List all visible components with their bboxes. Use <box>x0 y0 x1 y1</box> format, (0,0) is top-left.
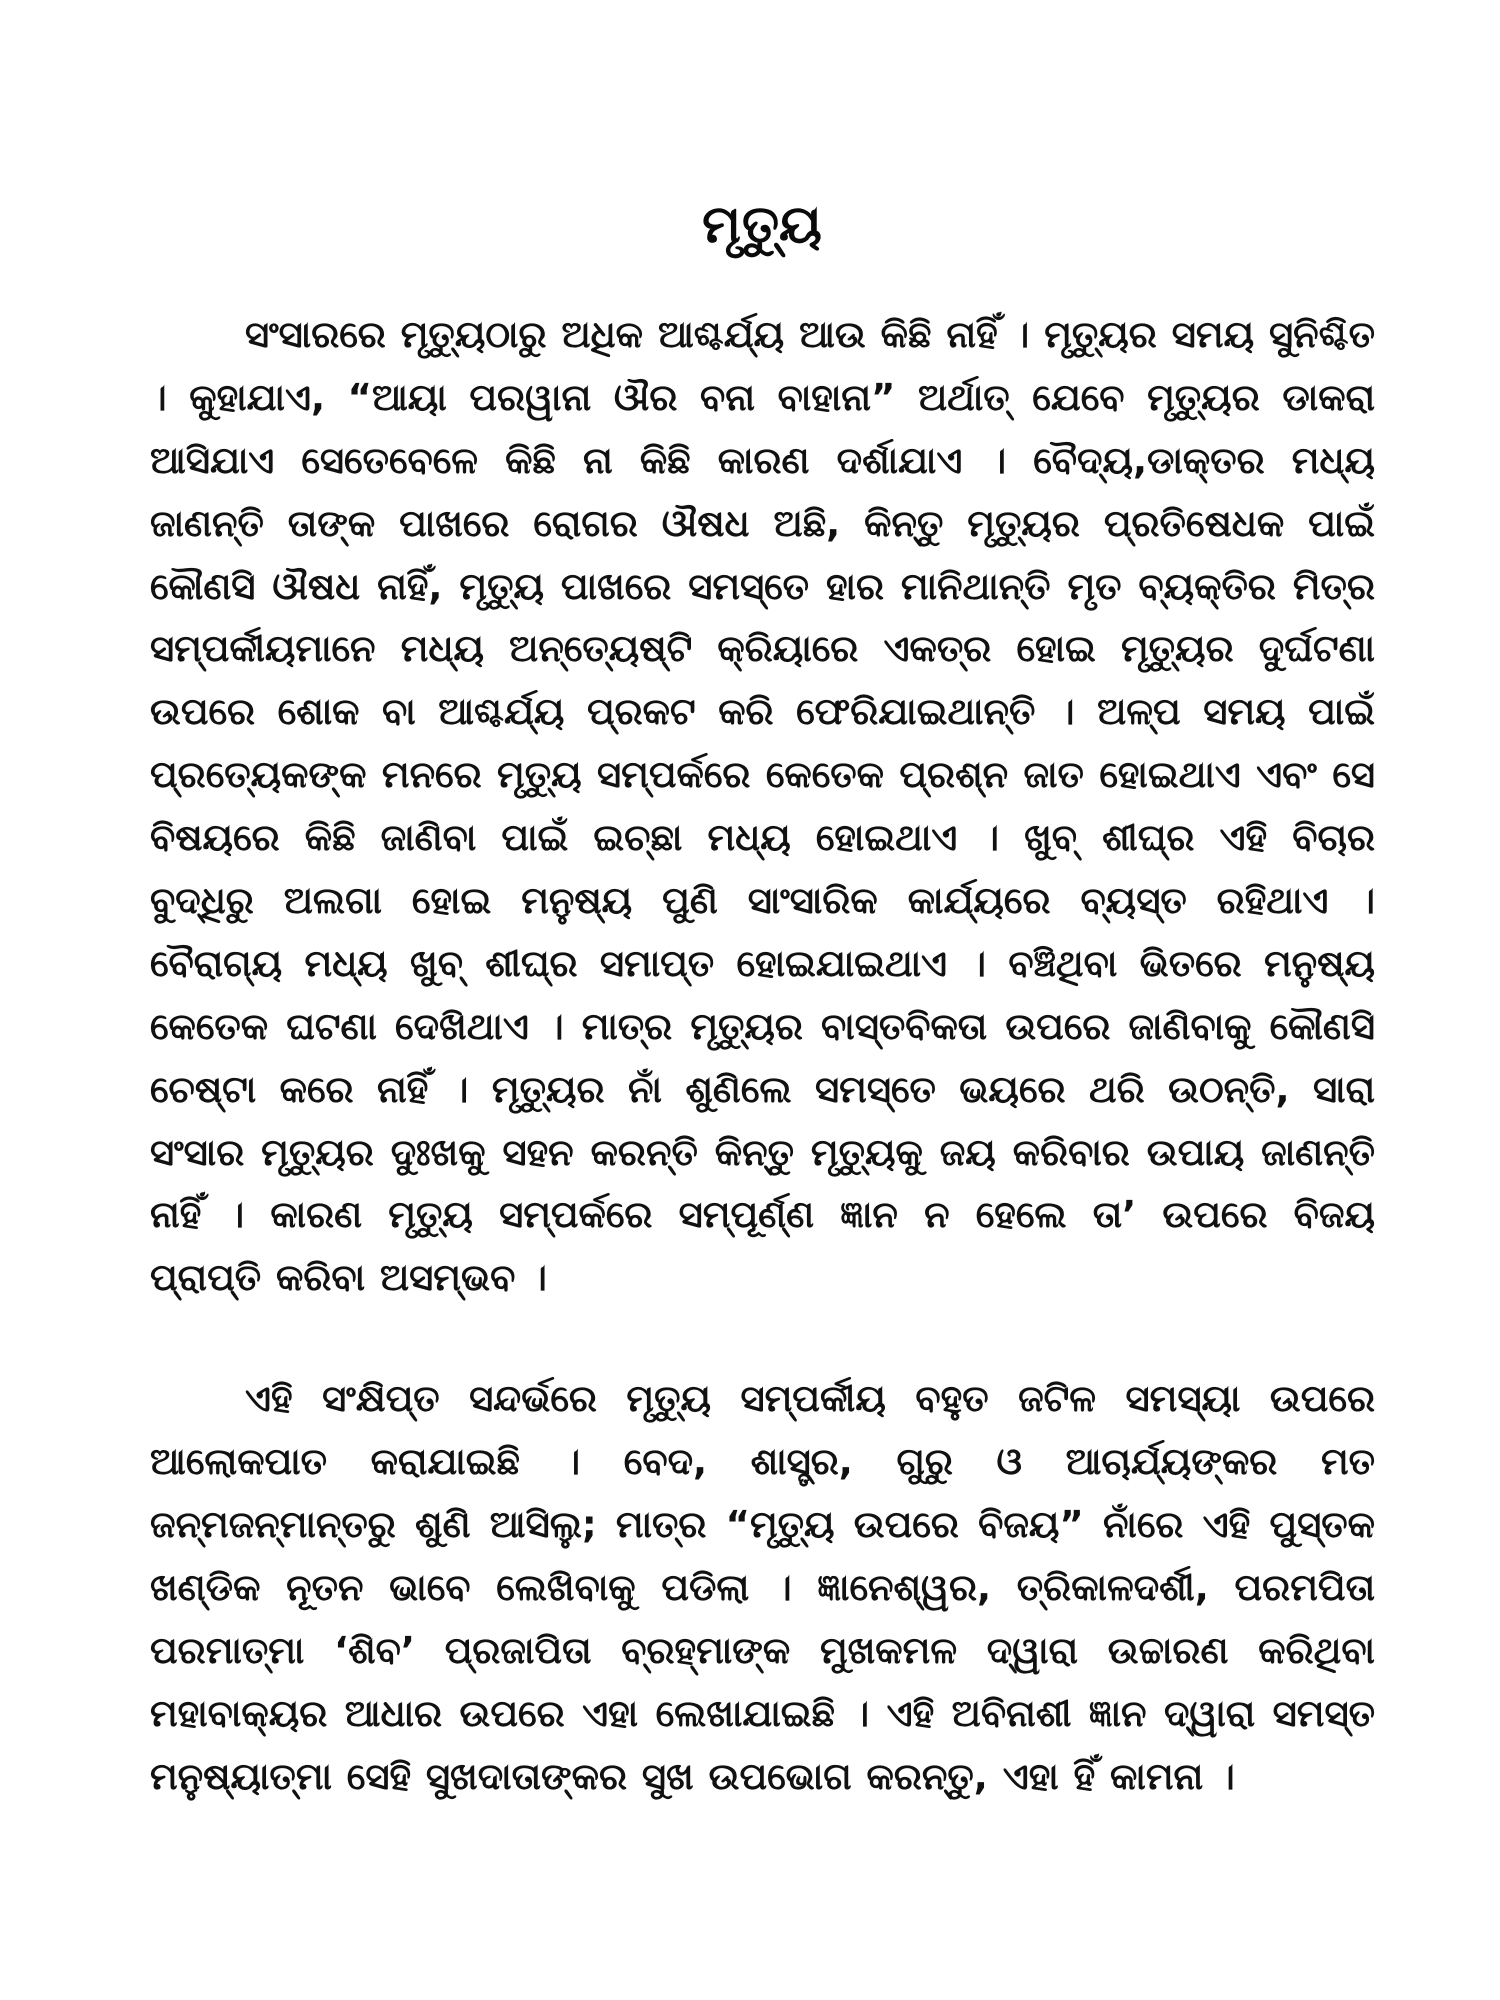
page-title: ମୃତ୍ୟୁ <box>702 195 823 255</box>
paragraph-2: ଏହି ସଂକ୍ଷିପ୍ତ ସନ୍ଦର୍ଭରେ ମୃତ୍ୟୁ ସମ୍ପର୍କୀୟ ବହୁତ ଜଟିଳ ସମସ୍ୟା ଉପରେ ଆଲୋକପାତ କରାଯାଇଛି । ବେଦ, ଶାସ୍ତ୍ର, ଗୁରୁ ଓ ଆଚାର୍ଯ୍ୟଙ୍କର ମତ ଜନ୍ମଜନ୍ମାନ୍ତରୁ ଶୁଣି ଆସିଲୁ; ମାତ୍ର “ମୃତ୍ୟୁ ଉପରେ ବିଜୟ” ନାଁରେ ଏହି ପୁସ୍ତକ ଖଣ୍ଡିକ ନୂତନ ଭାବେ ଲେଖିବାକୁ ପଡିଲା । ଜ୍ଞାନେଶ୍ୱର, ତ୍ରିକାଳଦର୍ଶୀ, ପରମପିତା ପରମାତ୍ମା ‘ଶିବ’ ପ୍ରଜାପିତା ବ୍ରହ୍ମାଙ୍କ ମୁଖକମଳ ଦ୍ୱାରା ଉଚ୍ଚାରଣ କରିଥିବା ମହାବାକ୍ୟର ଆଧାର ଉପରେ ଏହା ଲେଖାଯାଇଛି । ଏହି ଅବିନାଶୀ ଜ୍ଞାନ ଦ୍ୱାରା ସମସ୍ତ ମନୁଷ୍ୟାତ୍ମା ସେହି ସୁଖଦାତାଙ୍କର ସୁଖ ଉପଭୋଗ କରନ୍ତୁ, ଏହା ହିଁ କାମନା । <box>150 1377 1375 1798</box>
document-content <box>150 195 1375 1808</box>
paragraph-1: ସଂସାରରେ ମୃତ୍ୟୁଠାରୁ ଅଧିକ ଆଶ୍ଚର୍ଯ୍ୟ ଆଉ କିଛି ନାହିଁ । ମୃତ୍ୟୁର ସମୟ ସୁନିଶ୍ଚିତ । କୁହାଯାଏ, “ଆୟା ପରୱାନା ଔର ବନା ବାହାନା” ଅର୍ଥାତ୍ ଯେବେ ମୃତ୍ୟୁର ଡାକରା ଆସିଯାଏ ସେତେବେଳେ କିଛି ନା କିଛି କାରଣ ଦର୍ଶାଯାଏ । ବୈଦ୍ୟ,ଡାକ୍ତର ମଧ୍ୟ ଜାଣନ୍ତି ତାଙ୍କ ପାଖରେ ରୋଗର ଔଷଧ ଅଛି, କିନ୍ତୁ ମୃତ୍ୟୁର ପ୍ରତିଷେଧକ ପାଇଁ କୌଣସି ଔଷଧ ନାହିଁ, ମୃତ୍ୟୁ ପାଖରେ ସମସ୍ତେ ହାର ମାନିଥାନ୍ତି ମୃତ ବ୍ୟକ୍ତିର ମିତ୍ର ସମ୍ପର୍କୀୟମାନେ ମଧ୍ୟ ଅନ୍ତ୍ୟେଷ୍ଟି କ୍ରିୟାରେ ଏକତ୍ର ହୋଇ ମୃତ୍ୟୁର ଦୁର୍ଘଟଣା ଉପରେ ଶୋକ ବା ଆଶ୍ଚର୍ଯ୍ୟ ପ୍ରକଟ କରି ଫେରିଯାଇଥାନ୍ତି । ଅଳ୍ପ ସମୟ ପାଇଁ ପ୍ରତ୍ୟେକଙ୍କ ମନରେ ମୃତ୍ୟୁ ସମ୍ପର୍କରେ କେତେକ ପ୍ରଶ୍ନ ଜାତ ହୋଇଥାଏ ଏବଂ ସେ ବିଷୟରେ କିଛି ଜାଣିବା ପାଇଁ ଇଚ୍ଛା ମଧ୍ୟ ହୋଇଥାଏ । ଖୁବ୍ ଶୀଘ୍ର ଏହି ବିଚାର ବୁଦ୍ଧିରୁ ଅଲଗା ହୋଇ ମନୁଷ୍ୟ ପୁଣି ସାଂସାରିକ କାର୍ଯ୍ୟରେ ବ୍ୟସ୍ତ ରହିଥାଏ । ବୈରାଗ୍ୟ ମଧ୍ୟ ଖୁବ୍ ଶୀଘ୍ର ସମାପ୍ତ ହୋଇଯାଇଥାଏ । ବଞ୍ଚିଥିବା ଭିତରେ ମନୁଷ୍ୟ କେତେକ ଘଟଣା ଦେଖିଥାଏ । ମାତ୍ର ମୃତ୍ୟୁର ବାସ୍ତବିକତା ଉପରେ ଜାଣିବାକୁ କୌଣସି ଚେଷ୍ଟା କରେ ନାହିଁ । ମୃତ୍ୟୁର ନାଁ ଶୁଣିଲେ ସମସ୍ତେ ଭୟରେ ଥରି ଉଠନ୍ତି, ସାରା ସଂସାର ମୃତ୍ୟୁର ଦୁଃଖକୁ ସହନ କରନ୍ତି କିନ୍ତୁ ମୃତ୍ୟୁକୁ ଜୟ କରିବାର ଉପାୟ ଜାଣନ୍ତି ନାହିଁ । କାରଣ ମୃତ୍ୟୁ ସମ୍ପର୍କରେ ସମ୍ପୂର୍ଣ୍ଣ ଜ୍ଞାନ ନ ହେଲେ ତା’ ଉପରେ ବିଜୟ ପ୍ରାପ୍ତି କରିବା ଅସମ୍ଭବ । <box>150 313 1375 1300</box>
